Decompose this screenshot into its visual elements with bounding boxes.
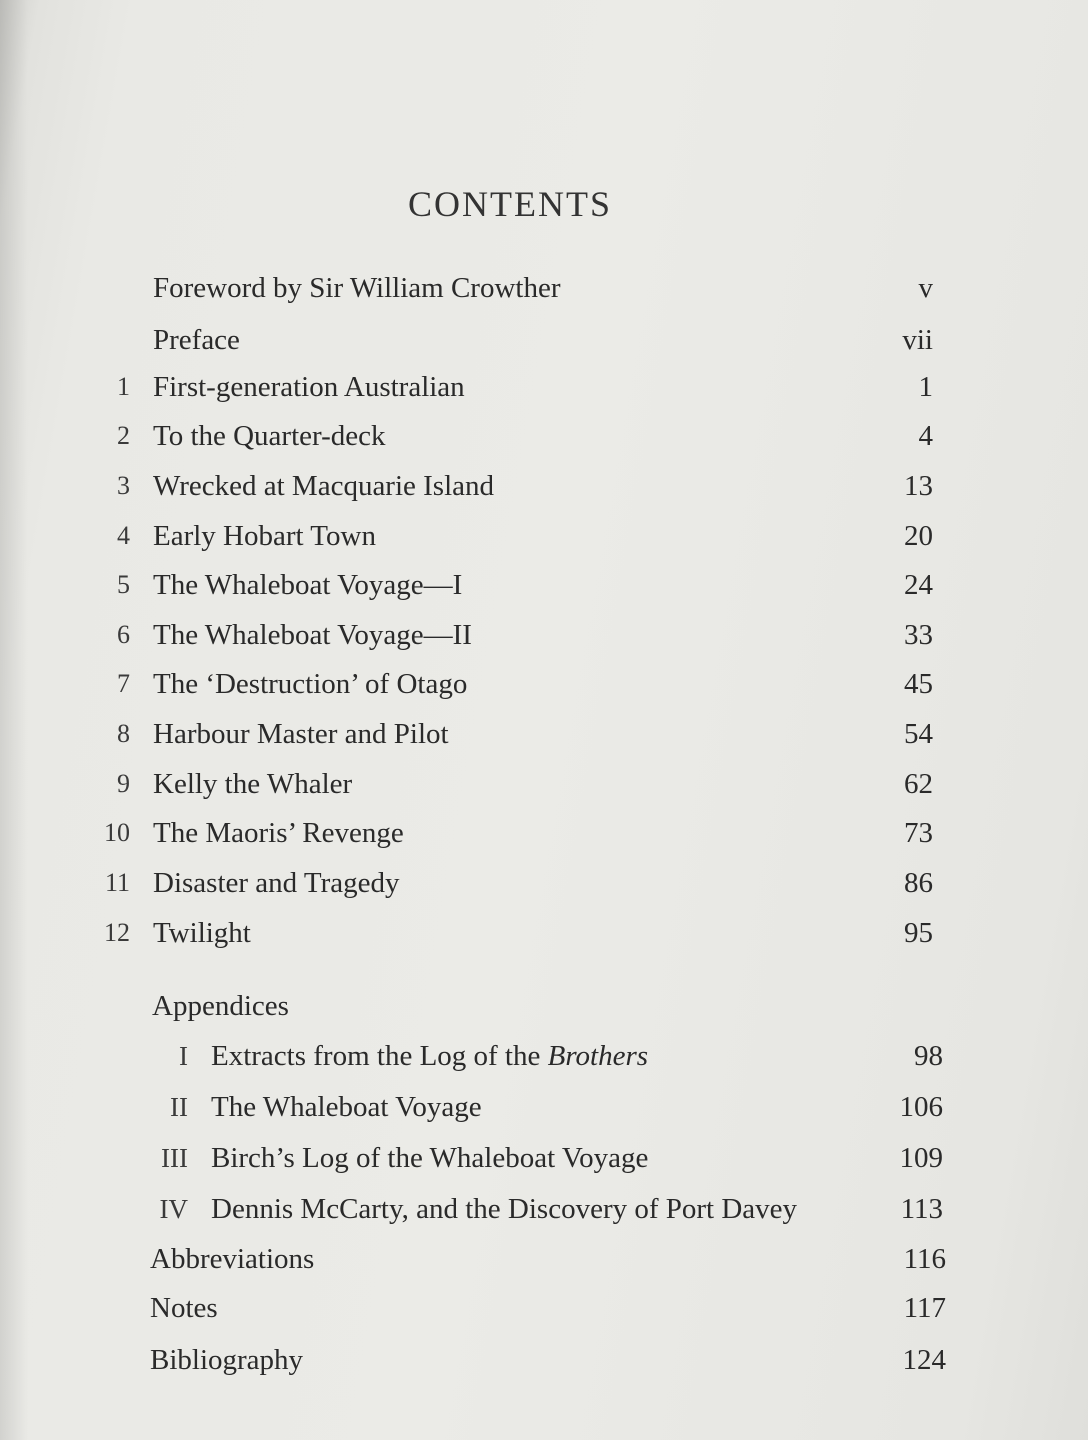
entry-page: 62: [904, 768, 933, 800]
entry-title: Preface: [153, 324, 240, 356]
entry-page: 124: [902, 1344, 946, 1376]
entry-title: Abbreviations: [150, 1243, 315, 1275]
chapter-number: 10: [104, 818, 130, 847]
entry-title: The Whaleboat Voyage—II: [153, 619, 472, 651]
toc-entry-bibliography: [0, 1340, 1088, 1380]
toc-entry-chapter-4: [0, 516, 1088, 556]
entry-page: 95: [904, 917, 933, 949]
entry-title: Birch’s Log of the Whaleboat Voyage: [211, 1142, 649, 1174]
toc-entry-chapter-2: [0, 416, 1088, 456]
chapter-number: 4: [117, 521, 130, 550]
chapter-number: 11: [104, 868, 130, 897]
toc-entry-chapter-7: [0, 664, 1088, 704]
toc-entry-appendix-2: [0, 1087, 1088, 1127]
entry-title: Kelly the Whaler: [153, 768, 353, 800]
entry-page: 109: [899, 1142, 943, 1174]
entry-page: 106: [899, 1091, 943, 1123]
appendix-number: II: [170, 1092, 188, 1122]
toc-entry-appendix-3: [0, 1138, 1088, 1178]
entry-title: The ‘Destruction’ of Otago: [153, 668, 468, 700]
toc-entry-chapter-10: [0, 813, 1088, 853]
entry-page: 86: [904, 867, 933, 899]
chapter-number: 1: [117, 372, 130, 401]
toc-entry-abbreviations: [0, 1239, 1088, 1279]
entry-title: Bibliography: [150, 1344, 304, 1376]
toc-entry-chapter-5: [0, 565, 1088, 605]
chapter-number: 8: [117, 719, 130, 748]
entry-title-italic: Brothers: [547, 1040, 649, 1072]
chapter-number: 7: [117, 669, 130, 698]
entry-page: 54: [904, 718, 933, 750]
entry-title: Wrecked at Macquarie Island: [153, 470, 495, 502]
chapter-number: 9: [117, 769, 130, 798]
entry-page: 113: [900, 1193, 943, 1225]
toc-entry-chapter-6: [0, 615, 1088, 655]
entry-title: Disaster and Tragedy: [153, 867, 400, 899]
entry-title: Foreword by Sir William Crowther: [153, 272, 561, 304]
entry-title: Notes: [150, 1292, 218, 1324]
toc-entry-appendix-1: [0, 1036, 1088, 1076]
entry-title: To the Quarter-deck: [153, 420, 386, 452]
appendix-number: III: [161, 1143, 188, 1173]
entry-page: 1: [918, 371, 933, 403]
entry-title: Dennis McCarty, and the Discovery of Port Davey: [211, 1193, 798, 1225]
entry-page: 33: [904, 619, 933, 651]
chapter-number: 3: [117, 471, 130, 500]
chapter-number: 6: [117, 620, 130, 649]
toc-entry-chapter-9: [0, 764, 1088, 804]
contents-heading: CONTENTS: [408, 184, 612, 224]
appendix-number: I: [179, 1041, 188, 1071]
toc-entry-chapter-11: [0, 863, 1088, 903]
toc-entry-notes: [0, 1288, 1088, 1328]
entry-title: The Maoris’ Revenge: [153, 817, 404, 849]
entry-title: Harbour Master and Pilot: [153, 718, 449, 750]
entry-page: vii: [902, 324, 933, 356]
entry-title: Early Hobart Town: [153, 520, 376, 552]
chapter-number: 12: [104, 918, 130, 947]
entry-page: 98: [914, 1040, 943, 1072]
entry-page: 116: [903, 1243, 946, 1275]
entry-title: The Whaleboat Voyage—I: [153, 569, 463, 601]
entry-page: 45: [904, 668, 933, 700]
entry-page: 4: [918, 420, 933, 452]
toc-entry-chapter-1: [0, 367, 1088, 407]
toc-entry-appendix-4: [0, 1189, 1088, 1229]
entry-page: 13: [904, 470, 933, 502]
entry-page: 20: [904, 520, 933, 552]
toc-entry-foreword: [0, 268, 1088, 308]
entry-page: 24: [904, 569, 933, 601]
entry-title: The Whaleboat Voyage: [211, 1091, 482, 1123]
entry-title: Twilight: [153, 917, 251, 949]
entry-page: v: [918, 272, 933, 304]
chapter-number: 5: [117, 570, 130, 599]
entry-title: First-generation Australian: [153, 371, 465, 403]
toc-entry-chapter-12: [0, 913, 1088, 953]
entry-page: 117: [903, 1292, 946, 1324]
entry-title-text: Extracts from the Log of the: [211, 1040, 548, 1072]
chapter-number: 2: [117, 421, 130, 450]
entry-title: [211, 1036, 648, 1076]
appendices-heading: Appendices: [152, 990, 289, 1022]
toc-entry-chapter-3: [0, 466, 1088, 506]
toc-entry-preface: [0, 320, 1088, 360]
entry-page: 73: [904, 817, 933, 849]
appendix-number: IV: [159, 1194, 188, 1224]
toc-entry-chapter-8: [0, 714, 1088, 754]
